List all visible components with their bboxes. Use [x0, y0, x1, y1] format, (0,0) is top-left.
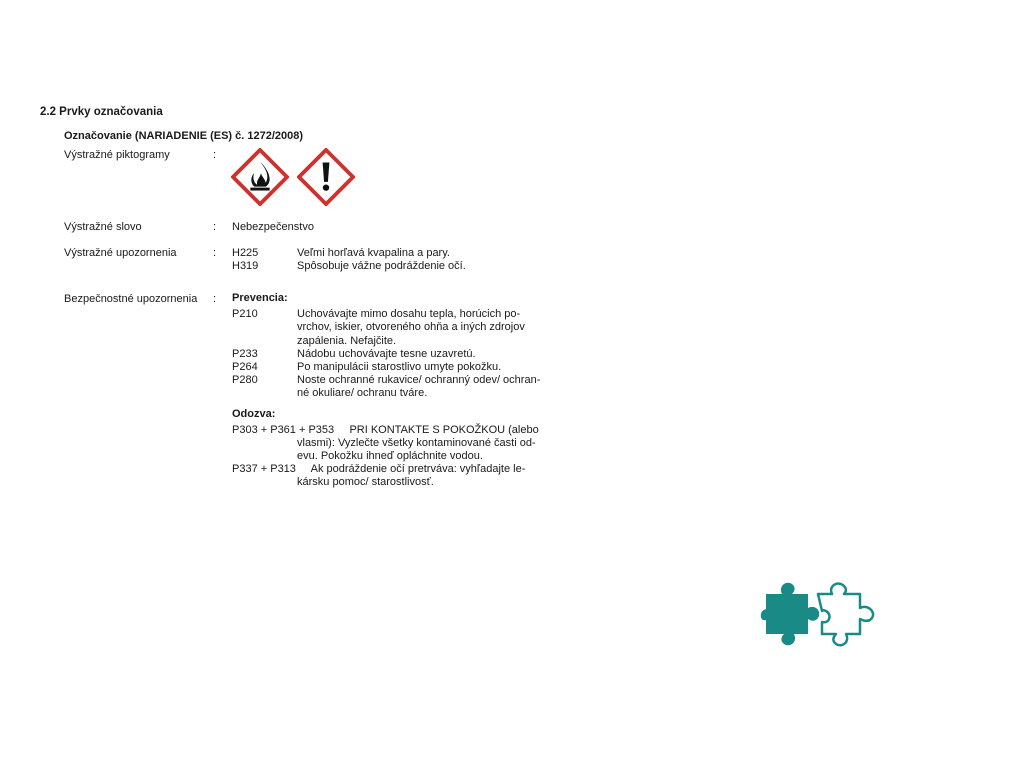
signal-word-value: Nebezpečenstvo — [232, 221, 314, 233]
signal-word-label: Výstražné slovo — [64, 221, 142, 233]
response-text: kársku pomoc/ starostlivosť. — [297, 476, 434, 488]
section-title: 2.2 Prvky označovania — [40, 106, 163, 118]
precaution-text: Nádobu uchovávajte tesne uzavretú. — [297, 348, 476, 360]
precaution-label: Bezpečnostné upozornenia — [64, 293, 198, 305]
pictograms-label: Výstražné piktogramy — [64, 149, 170, 161]
flame-pictogram-icon — [231, 148, 289, 206]
precaution-text: Uchovávajte mimo dosahu tepla, horúcich po- vrchov, iskier, otvoreného ohňa a iných zdrojov zapálenia. Nefajčite. — [297, 308, 525, 347]
pictograms-colon: : — [213, 149, 217, 161]
precaution-code: P210 — [232, 308, 258, 320]
response-statement: P337 + P313 Ak podráždenie očí pretrváva: vyhľadajte le- — [232, 463, 526, 475]
response-text: vlasmi): Vyzlečte všetky kontaminované časti od- evu. Pokožku ihneď opláchnite vodou. — [297, 437, 536, 463]
hazard-code: H319 — [232, 260, 259, 272]
hazard-text: Spôsobuje vážne podráždenie očí. — [297, 260, 466, 272]
precaution-code: P280 — [232, 374, 258, 386]
puzzle-pieces-icon — [760, 578, 884, 654]
precaution-code: P264 — [232, 361, 258, 373]
hazard-colon: : — [213, 247, 217, 259]
precaution-text: Po manipulácii starostlivo umyte pokožku. — [297, 361, 502, 373]
hazard-label: Výstražné upozornenia — [64, 247, 177, 259]
exclamation-pictogram-icon — [297, 148, 355, 206]
precaution-text: Noste ochranné rukavice/ ochranný odev/ ochran- né okuliare/ ochranu tváre. — [297, 374, 541, 400]
regulation-title: Označovanie (NARIADENIE (ES) č. 1272/2008) — [64, 130, 304, 142]
precaution-colon: : — [213, 293, 217, 305]
response-heading: Odozva: — [232, 408, 276, 420]
precaution-code: P233 — [232, 348, 258, 360]
hazard-code: H225 — [232, 247, 259, 259]
response-statement: P303 + P361 + P353 PRI KONTAKTE S POKOŽKOU (alebo — [232, 424, 539, 436]
hazard-text: Veľmi horľavá kvapalina a pary. — [297, 247, 450, 259]
prevention-heading: Prevencia: — [232, 292, 288, 304]
signal-word-colon: : — [213, 221, 217, 233]
